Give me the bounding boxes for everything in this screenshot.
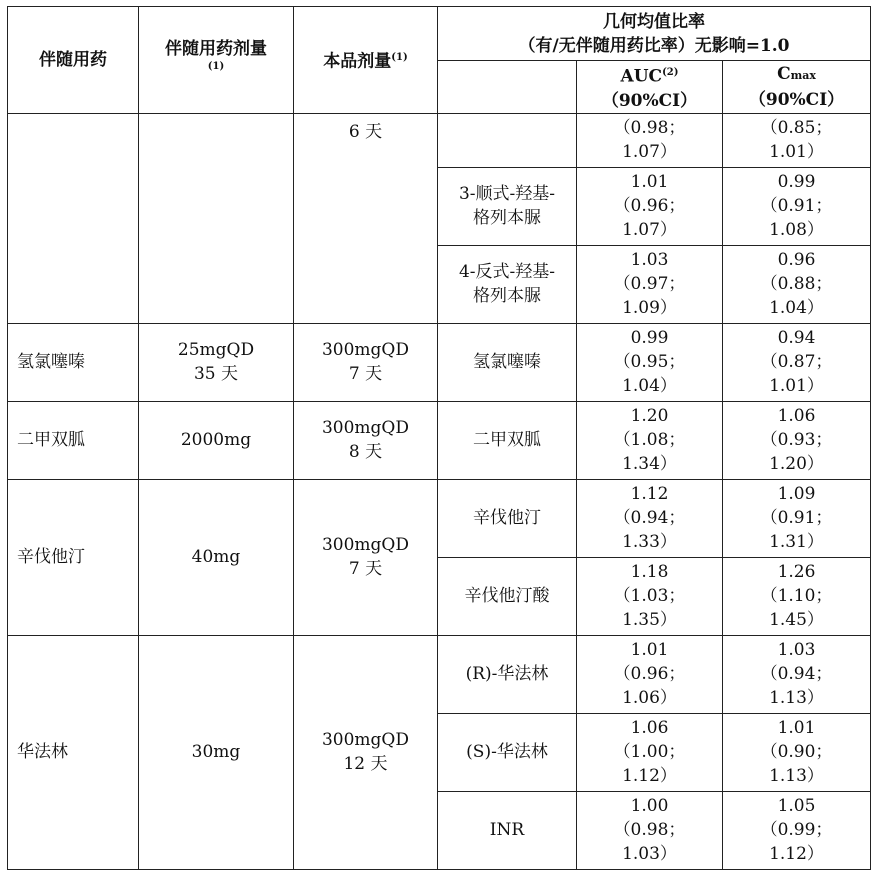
cell-analyte-continued (438, 113, 577, 167)
cell-drug: 华法林 (8, 635, 139, 869)
cell-analyte: 辛伐他汀酸 (438, 557, 577, 635)
cell-cmax: 1.26 （1.10； 1.45） (723, 557, 871, 635)
cell-analyte: INR (438, 791, 577, 869)
cell-cmax: 1.01 （0.90； 1.13） (723, 713, 871, 791)
cell-auc: 1.00 （0.98； 1.03） (577, 791, 723, 869)
cell-drug: 辛伐他汀 (8, 479, 139, 635)
cell-cmax: 0.94 （0.87； 1.01） (723, 323, 871, 401)
cell-auc: 1.18 （1.03； 1.35） (577, 557, 723, 635)
cell-auc: 1.06 （1.00； 1.12） (577, 713, 723, 791)
cell-analyte: 氢氯噻嗪 (438, 323, 577, 401)
cell-dose: 25mgQD 35 天 (139, 323, 294, 401)
cell-analyte: 3-顺式-羟基- 格列本脲 (438, 167, 577, 245)
cell-auc: 1.12 （0.94； 1.33） (577, 479, 723, 557)
header-geometric-mean-ratio: 几何均值比率 （有/无伴随用药比率）无影响=1.0 (438, 7, 871, 61)
cell-auc: 1.20 （1.08； 1.34） (577, 401, 723, 479)
cell-analyte: 4-反式-羟基- 格列本脲 (438, 245, 577, 323)
cell-drug: 氢氯噻嗪 (8, 323, 139, 401)
cell-dose: 40mg (139, 479, 294, 635)
cell-dose: 30mg (139, 635, 294, 869)
cell-cmax: 0.99 （0.91； 1.08） (723, 167, 871, 245)
cell-analyte: (S)-华法林 (438, 713, 577, 791)
pk-interaction-table (7, 6, 871, 870)
cell-analyte: (R)-华法林 (438, 635, 577, 713)
cell-dose-continued (139, 113, 294, 323)
cell-product-dose-continued: 6 天 (294, 113, 438, 323)
cell-auc: 1.01 （0.96； 1.06） (577, 635, 723, 713)
cell-auc: （0.98； 1.07） (577, 113, 723, 167)
cell-drug-continued (8, 113, 139, 323)
cell-cmax: 1.05 （0.99； 1.12） (723, 791, 871, 869)
cell-product-dose: 300mgQD 7 天 (294, 323, 438, 401)
cell-product-dose: 300mgQD 12 天 (294, 635, 438, 869)
cell-cmax: 1.06 （0.93； 1.20） (723, 401, 871, 479)
cell-cmax: （0.85； 1.01） (723, 113, 871, 167)
cell-analyte: 二甲双胍 (438, 401, 577, 479)
header-concomitant-drug: 伴随用药 (8, 7, 139, 114)
cell-analyte: 辛伐他汀 (438, 479, 577, 557)
cell-cmax: 0.96 （0.88； 1.04） (723, 245, 871, 323)
cell-dose: 2000mg (139, 401, 294, 479)
header-analyte-blank (438, 61, 577, 114)
cell-product-dose: 300mgQD 8 天 (294, 401, 438, 479)
cell-auc: 1.01 （0.96； 1.07） (577, 167, 723, 245)
header-product-dose: 本品剂量$^{(1)}$ (294, 7, 438, 114)
cell-auc: 0.99 （0.95； 1.04） (577, 323, 723, 401)
cell-drug: 二甲双胍 (8, 401, 139, 479)
cell-cmax: 1.03 （0.94； 1.13） (723, 635, 871, 713)
header-concomitant-dose: 伴随用药剂量 (1) (139, 7, 294, 114)
cell-product-dose: 300mgQD 7 天 (294, 479, 438, 635)
cell-cmax: 1.09 （0.91； 1.31） (723, 479, 871, 557)
header-auc: AUC$^{(2)}$ （90%CI） (577, 61, 723, 114)
cell-auc: 1.03 （0.97； 1.09） (577, 245, 723, 323)
header-cmax: Cmax （90%CI） (723, 61, 871, 114)
